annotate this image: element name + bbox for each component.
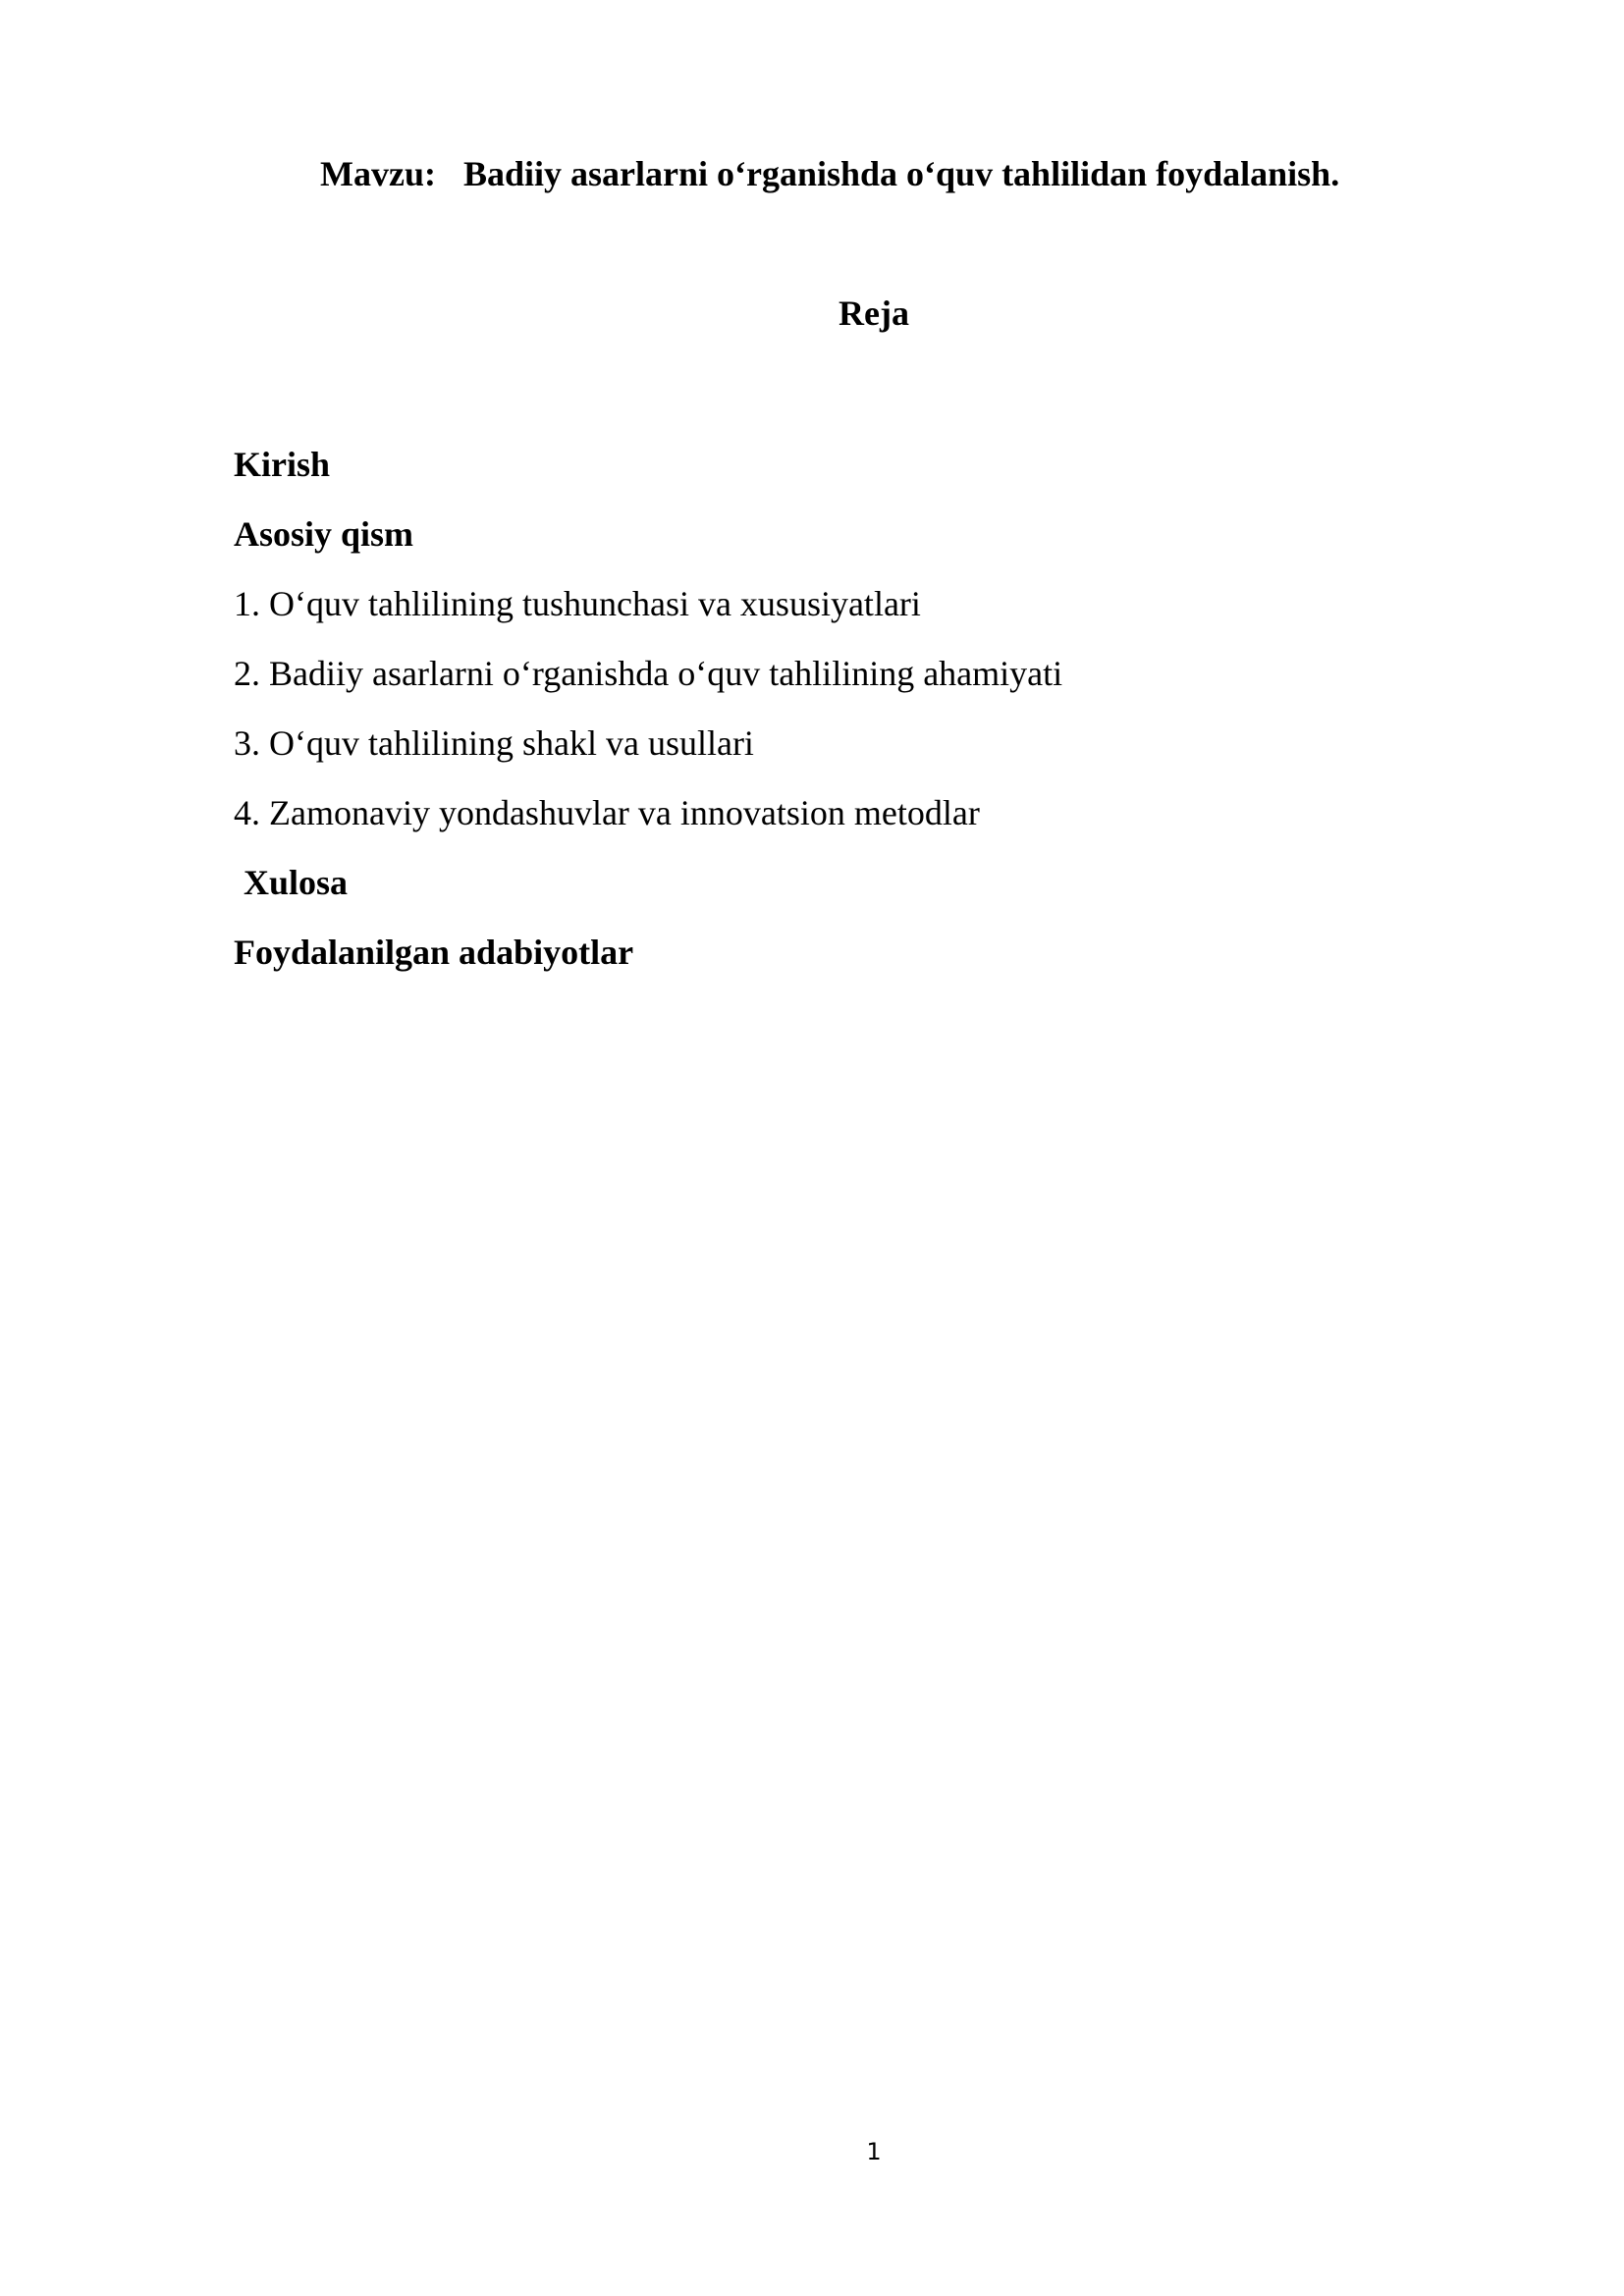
- page-number: 1: [866, 2138, 882, 2165]
- topic-text: Badiiy asarlarni o‘rganishda o‘quv tahlilidan foydalanish.: [462, 154, 1340, 193]
- topic-title: [320, 153, 1339, 194]
- plan-item-3: 3. O‘quv tahlilining shakl va usullari: [234, 723, 754, 763]
- plan-item-2: 2. Badiiy asarlarni o‘rganishda o‘quv tahlilining ahamiyati: [234, 654, 1063, 693]
- plan-heading: Reja: [839, 294, 909, 333]
- plan-item-intro: Kirish: [234, 445, 331, 484]
- plan-item-conclusion: Xulosa: [244, 863, 349, 902]
- plan-list: [234, 430, 1062, 988]
- plan-item-main-part: Asosiy qism: [234, 514, 414, 554]
- plan-item-references: Foydalanilgan adabiyotlar: [234, 933, 634, 972]
- plan-item-4: 4. Zamonaviy yondashuvlar va innovatsion metodlar: [234, 793, 980, 832]
- plan-item-1: 1. O‘quv tahlilining tushunchasi va xususiyatlari: [234, 584, 921, 623]
- topic-label: Mavzu:: [320, 154, 436, 193]
